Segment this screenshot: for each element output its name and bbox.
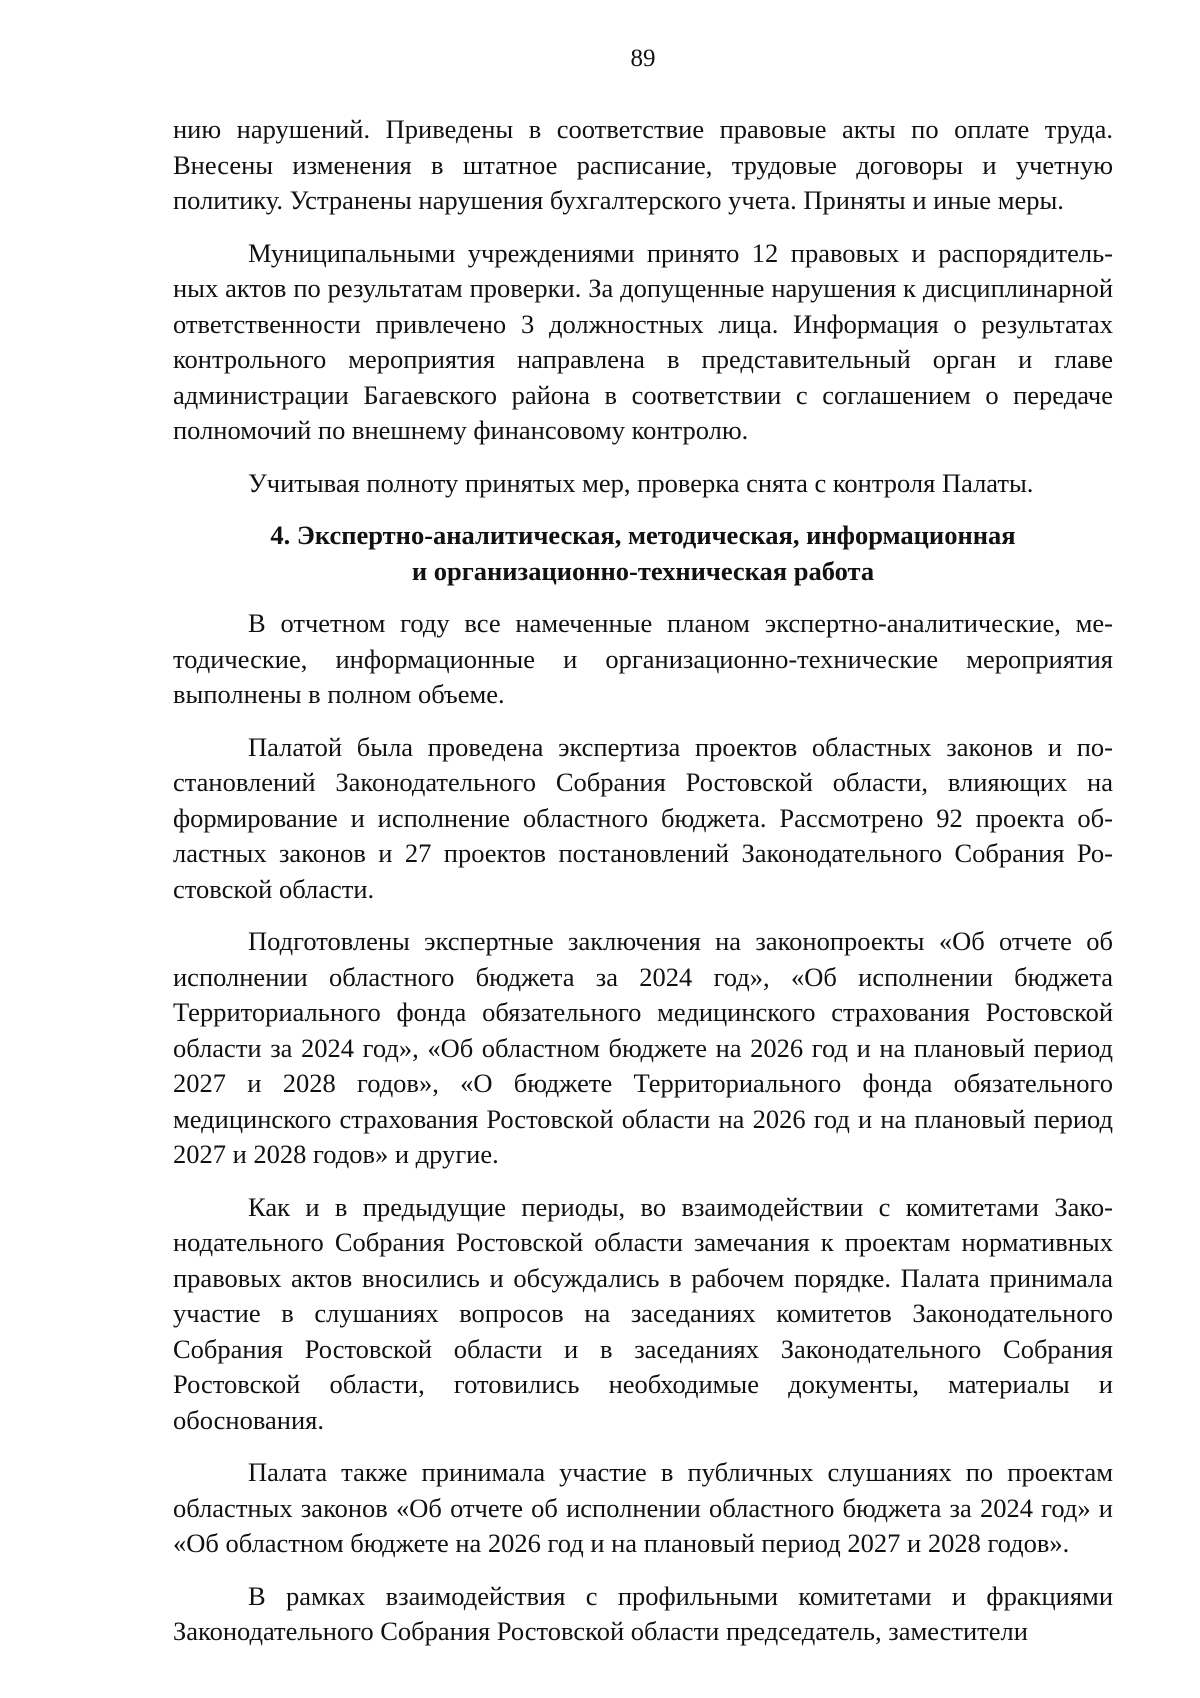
paragraph-committee-interaction: Как и в предыдущие периоды, во взаимодействии с комитетами Законодательного Собрания Ростовской области замечания к проектам нормативных правовых актов вносились и обсуждались в рабочем порядке. Палата принимала участие в слушаниях вопросов на заседаниях комитетов Законодательного Собрания Ростовской области и в заседаниях Законодательного Собрания Ростовской области, готовились необходимые документы, материалы и обоснования. (173, 1191, 1113, 1435)
paragraph-plan-completed: В отчетном году все намеченные планом экспертно-аналитические, методические, информационные и организационно-технические мероприятия выполнены в полном объеме. (173, 608, 1113, 709)
section-heading-line-1: 4. Экспертно-аналитическая, методическая, информационная (270, 520, 1016, 550)
paragraph-municipal-acts: Муниципальными учреждениями принято 12 правовых и распорядительных актов по результатам проверки. За допущенные нарушения к дисциплинарной ответственности привлечено 3 должностных лица. Информация о результатах контрольного мероприятия направлена в представительный орган и главе администрации Багаевского района в соответствии с соглашением о передаче полномочий по внешнему финансовому контролю. (173, 237, 1113, 445)
paragraph-continuation: нию нарушений. Приведены в соответствие правовые акты по оплате труда. Внесены изменения в штатное расписание, трудовые договоры и учетную политику. Устранены нарушения бухгалтерского учета. Приняты и иные меры. (173, 114, 1113, 215)
section-heading-line-2: и организационно-техническая работа (411, 555, 875, 586)
section-heading (173, 518, 1113, 589)
paragraph-factions-interaction: В рамках взаимодействия с профильными комитетами и фракциями Законодательного Собрания Ростовской области председатель, заместители (173, 1580, 1113, 1646)
paragraph-control-removed: Учитывая полноту принятых мер, проверка снята с контроля Палаты. (248, 467, 1034, 498)
page-number: 89 (630, 45, 656, 72)
paragraph-expert-conclusions: Подготовлены экспертные заключения на законопроекты «Об отчете об исполнении областного бюджета за 2024 год», «Об исполнении бюджета Территориального фонда обязательного медицинского страхования Ростовской области за 2024 год», «Об областном бюджете на 2026 год и на плановый период 2027 и 2028 годов», «О бюджете Территориального фонда обязательного медицинского страхования Ростовской области на 2026 год и на плановый период 2027 и 2028 годов» и другие. (173, 926, 1113, 1169)
paragraph-law-expertise: Палатой была проведена экспертиза проектов областных законов и постановлений Законодательного Собрания Ростовской области, влияющих на формирование и исполнение областного бюджета. Рассмотрено 92 проекта областных законов и 27 проектов постановлений Законодательного Собрания Ростовской области. (173, 731, 1113, 904)
paragraph-public-hearings: Палата также принимала участие в публичных слушаниях по проектам областных законов «Об отчете об исполнении областного бюджета за 2024 год» и «Об областном бюджете на 2026 год и на плановый период 2027 и 2028 годов». (173, 1457, 1113, 1558)
document-page (173, 40, 1113, 1667)
